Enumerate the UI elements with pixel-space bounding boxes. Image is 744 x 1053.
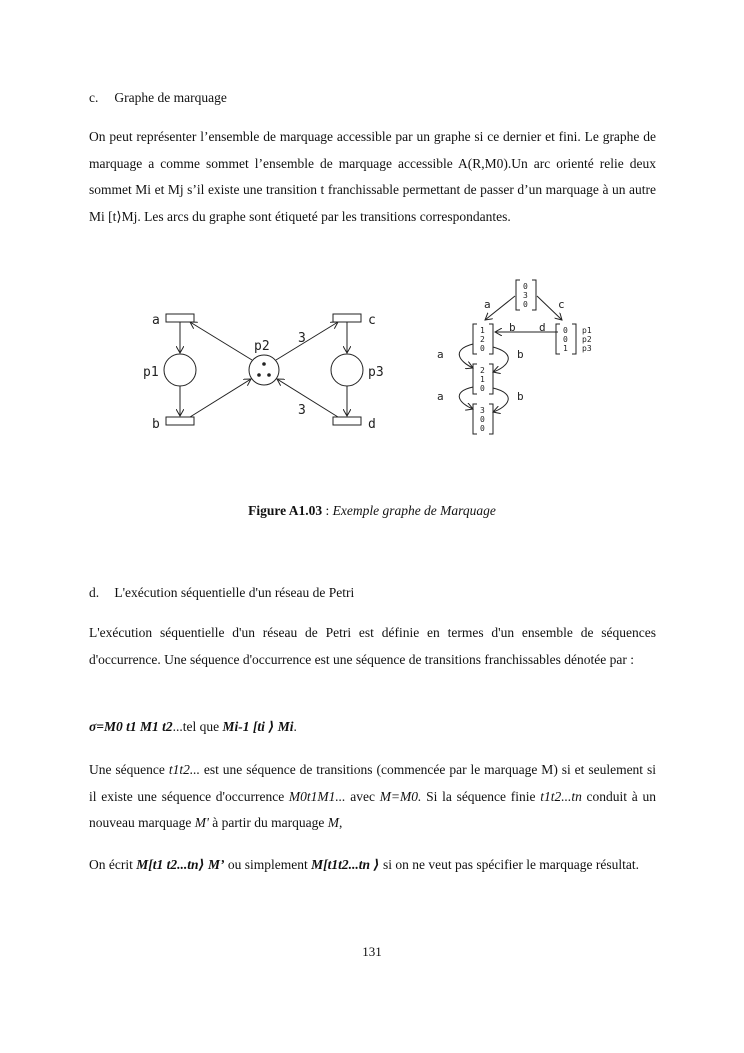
figure-caption bbox=[0, 503, 744, 519]
arc-label: b bbox=[509, 321, 516, 334]
transition-c bbox=[333, 314, 361, 322]
vector-value: 0 bbox=[480, 415, 485, 424]
italic-run: t1t2...tn bbox=[540, 788, 582, 804]
arc-label: c bbox=[558, 298, 565, 311]
vector-value: 3 bbox=[480, 406, 485, 415]
place-label: p3 bbox=[582, 344, 592, 353]
arc-label: d bbox=[539, 321, 546, 334]
figure-petri-net bbox=[140, 272, 640, 447]
label-d: d bbox=[368, 417, 376, 432]
formula-part3: Mi-1 [ti ⟩ Mi bbox=[222, 719, 294, 734]
vector-value: 0 bbox=[480, 384, 485, 393]
italic-run: M=M0. bbox=[379, 788, 422, 804]
arc-label: a bbox=[437, 348, 444, 361]
arc-label: a bbox=[437, 390, 444, 403]
arc-label: b bbox=[517, 348, 524, 361]
token bbox=[257, 373, 261, 377]
formula-part1: =M0 t1 M1 t2 bbox=[96, 719, 173, 734]
formula-part2: ...tel que bbox=[172, 719, 223, 734]
italic-run: M' bbox=[194, 815, 209, 830]
text-run: , bbox=[338, 815, 343, 830]
vector-value: 0 bbox=[563, 326, 568, 335]
text-run: conduit à un nouveau marquage bbox=[89, 788, 656, 830]
section-c-number: c. bbox=[89, 90, 99, 105]
label-c: c bbox=[368, 313, 376, 328]
vector-value: 0 bbox=[480, 424, 485, 433]
section-c-title: Graphe de marquage bbox=[114, 90, 227, 105]
caption-text: Exemple graphe de Marquage bbox=[332, 503, 496, 518]
text-run: Une séquence bbox=[89, 762, 169, 777]
transition-d bbox=[333, 417, 361, 425]
vector-value: 2 bbox=[480, 366, 485, 375]
sequence-paragraph bbox=[89, 757, 656, 837]
text-run: Si la séquence finie bbox=[421, 788, 541, 804]
transition-b bbox=[166, 417, 194, 425]
caption-label: Figure A1.03 bbox=[248, 503, 323, 518]
label-p2: p2 bbox=[254, 339, 270, 354]
vector-value: 1 bbox=[480, 326, 485, 335]
caption-separator: : bbox=[322, 503, 333, 518]
label-p1: p1 bbox=[143, 365, 159, 380]
token bbox=[267, 373, 271, 377]
label-a: a bbox=[152, 313, 160, 328]
label-b: b bbox=[152, 417, 160, 432]
place-label: p1 bbox=[582, 326, 592, 335]
vector-value: 1 bbox=[563, 344, 568, 353]
text-run: avec bbox=[345, 788, 380, 804]
formula-part4: . bbox=[293, 719, 297, 734]
section-c-paragraph: On peut représenter l’ensemble de marquage accessible par un graphe si ce dernier et fini. Le graphe de marquage a comme sommet l’ensemble de marquage accessible A(R,M0).Un arc orienté relie deux sommet Mi et Mj s’il existe une transition t franchissable permettant de passer d’un marquage à un autre Mi [t⟩Mj. Les arcs du graphe sont étiqueté par les transitions correspondantes. bbox=[89, 129, 656, 224]
section-d-number: d. bbox=[89, 585, 100, 600]
notation-paragraph bbox=[89, 852, 656, 879]
text-run: On écrit bbox=[89, 857, 137, 872]
italic-run: M bbox=[327, 815, 339, 830]
transition-a bbox=[166, 314, 194, 322]
text-run: à partir du marquage bbox=[208, 815, 328, 830]
section-d-title: L'exécution séquentielle d'un réseau de Petri bbox=[114, 585, 355, 600]
arc-label: a bbox=[484, 298, 491, 311]
vector-value: 1 bbox=[480, 375, 485, 384]
bold-run: M[t1 t2...tn⟩ M’ bbox=[136, 857, 225, 872]
text-run: ou simplement bbox=[224, 857, 312, 872]
italic-run: t1t2... bbox=[168, 762, 200, 777]
sequence-formula bbox=[89, 719, 656, 735]
bold-run: M[t1t2...tn ⟩ bbox=[311, 857, 380, 872]
weight-label: 3 bbox=[298, 331, 306, 346]
page-number: 131 bbox=[362, 944, 382, 959]
section-d-heading bbox=[89, 585, 354, 601]
place-p1 bbox=[164, 354, 196, 386]
vector-value: 0 bbox=[523, 300, 528, 309]
token bbox=[262, 362, 266, 366]
vector-value: 0 bbox=[480, 344, 485, 353]
text-run: est une séquence de transitions (commencée par le marquage M) si et seulement si il existe une séquence d'occurrence bbox=[89, 762, 656, 804]
place-label: p2 bbox=[582, 335, 592, 344]
arc-label: b bbox=[517, 390, 524, 403]
vector-value: 0 bbox=[523, 282, 528, 291]
section-c-heading bbox=[89, 90, 227, 106]
vector-value: 3 bbox=[523, 291, 528, 300]
label-p3: p3 bbox=[368, 365, 384, 380]
text-run: si on ne veut pas spécifier le marquage résultat. bbox=[379, 857, 640, 872]
vector-value: 2 bbox=[480, 335, 485, 344]
weight-label: 3 bbox=[298, 403, 306, 418]
sigma-symbol: σ bbox=[89, 719, 97, 734]
place-p2 bbox=[249, 355, 279, 385]
italic-run: M0t1M1... bbox=[288, 788, 346, 804]
vector-value: 0 bbox=[563, 335, 568, 344]
place-p3 bbox=[331, 354, 363, 386]
section-d-paragraph: L'exécution séquentielle d'un réseau de Petri est définie en termes d'un ensemble de séquences d'occurrence. Une séquence d'occurrence est une séquence de transitions franchissables dénotée par : bbox=[89, 625, 656, 667]
